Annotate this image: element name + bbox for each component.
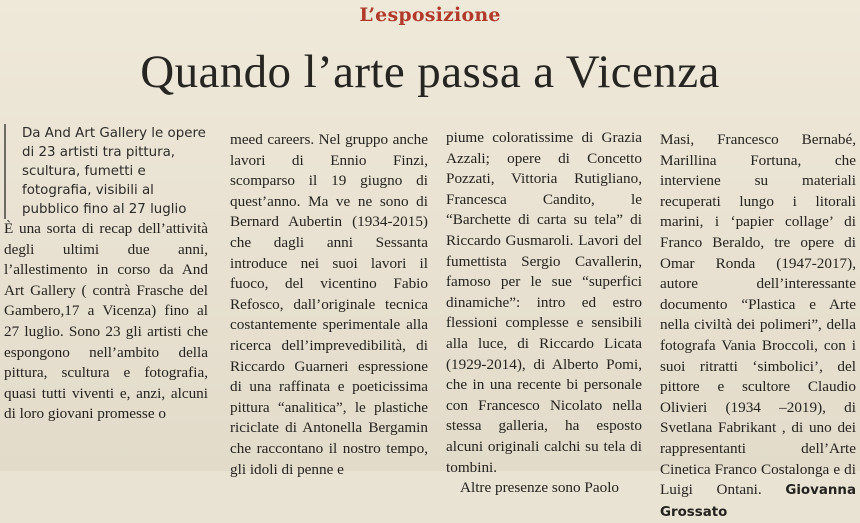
column-2 — [230, 130, 428, 478]
column-3 — [446, 128, 642, 497]
column-3-text: piume coloratissime di Grazia Azzali; opere di Concetto Pozzati, Vittoria Rutigliano, Francesca Candito, le “Barchette di carta su tela” di Riccardo Gusmaroli. Lavori del fumettista Sergio Cavallerin, famoso per le sue “superfici dinamiche”: intro ed estro flessioni complesse e sensibili alla luce, di Riccardo Licata (1929-2014), di Alberto Pomi, che in una recente bi personale con Francesco Nicolato nella stessa galleria, ha esposto alcuni originali calchi su tela di tombini. — [446, 129, 642, 476]
section-kicker: L’esposizione — [359, 4, 501, 26]
column-3-text-b: Altre presenze sono Paolo — [460, 479, 620, 497]
column-4-body: Masi, Francesco Bernabé, Marillina Fortuna, che interviene su materiali recuperati lungo i litorali marini, i ‘papier collage’ di Franco Beraldo, tre opere di Omar Ronda (1947-2017), autore dell’interessante documento “Plastica e Arte nella civiltà dei polimeri”, della fotografa Vania Broccoli, con i suoi ritratti ‘simbolici’, del pittore e scultore Claudio Olivieri (1934 –2019), di Svetlana Fabrikant , di uno dei rappresentanti dell’Arte Cinetica Franco Costalonga e di Luigi Ontani. — [660, 131, 856, 499]
author-signature: Giovanna Grossato — [660, 483, 856, 520]
article-headline: Quando l’arte passa a Vicenza — [140, 46, 720, 98]
column-4 — [660, 130, 856, 520]
article-summary: Da And Art Gallery le opere di 23 artisti tra pittura, scultura, fumetti e fotografia, visibili al pubblico fino al 27 luglio — [4, 124, 208, 219]
column-1-text: È una sorta di recap dell’attività degli ultimi due anni, l’allestimento in corso da And Art Gallery ( contrà Frasche del Gambero,17 a Vicenza) fino al 27 luglio. Sono 23 gli artisti che espongono nell’ambito della pittura, scultura e fotografia, quasi tutti viventi e, anzi, alcuni di loro giovani promesse o — [4, 220, 208, 423]
column-4-text — [660, 130, 856, 523]
column-1 — [4, 124, 208, 464]
column-2-text: meed careers. Nel gruppo anche lavori di Ennio Finzi, scomparso il 19 giugno di quest’anno. Ma ve ne sono di Bernard Aubertin (1934-2015) che dagli anni Sessanta introduce nei suoi lavori il fuoco, del vicentino Fabio Refosco, dall’originale tecnica costantemente sperimentale alla ricerca dell’imprevedibilità, di Riccardo Guarneri espressione di una raffinata e poeticissima pittura “analitica”, le plastiche riciclate di Antonella Bergamin che raccontano il nostro tempo, gli idoli di penne e — [230, 131, 428, 478]
